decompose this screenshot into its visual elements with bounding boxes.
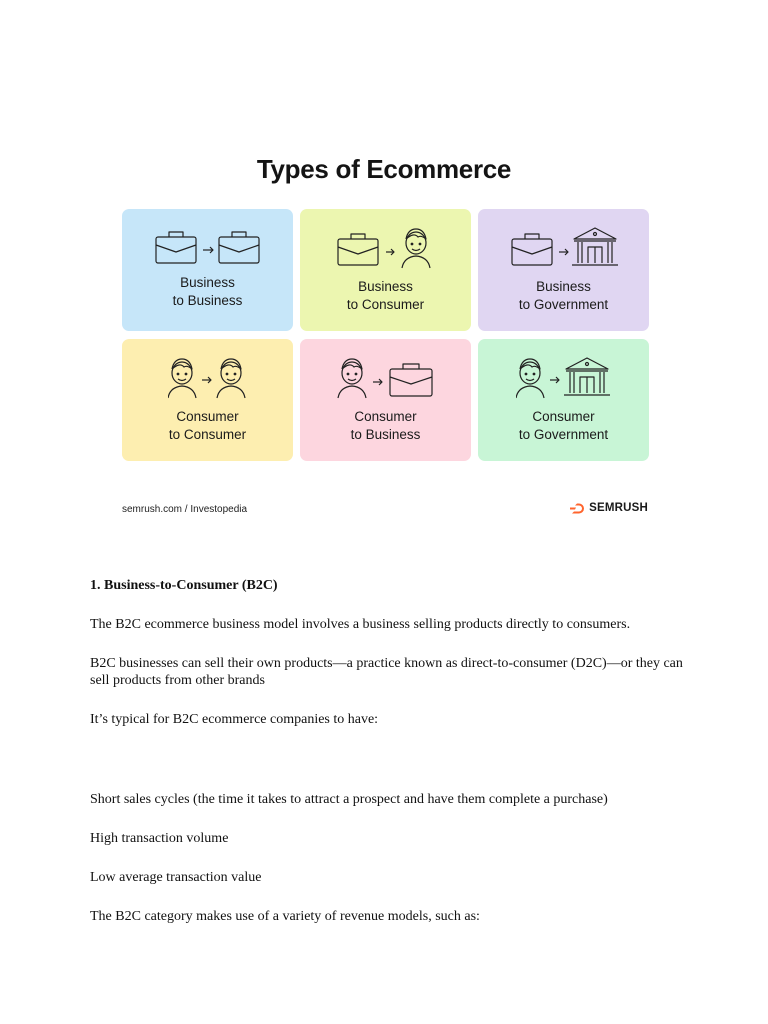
section-heading: 1. Business-to-Consumer (B2C) (90, 578, 278, 593)
card-label-line1: Business (358, 279, 413, 294)
card-consumer-to-consumer (122, 339, 293, 461)
card-label (347, 278, 424, 314)
infographic-title: Types of Ecommerce (256, 154, 512, 184)
card-label-line1: Consumer (176, 409, 239, 424)
person-to-person-icon (168, 355, 248, 399)
infographic-source: semrush.com / Investopedia (122, 504, 248, 515)
paragraph-revenue-models: The B2C category makes use of a variety of revenue models, such as: (90, 909, 480, 924)
person-to-government-building-icon (516, 355, 612, 399)
paragraph-b2c-definition: The B2C ecommerce business model involves a business selling products directly to consumers. (90, 617, 631, 632)
card-label-line2: to Consumer (168, 427, 247, 442)
semrush-flame-icon (570, 503, 586, 514)
list-item: High transaction volume (90, 831, 229, 846)
briefcase-to-person-icon (336, 225, 436, 269)
list-item: Low average transaction value (90, 870, 262, 885)
card-consumer-to-business (300, 339, 471, 461)
ecommerce-types-grid (122, 209, 649, 462)
card-label-line2: to Consumer (346, 297, 425, 312)
card-label (519, 408, 608, 444)
paragraph-typical: It’s typical for B2C ecommerce companies to have: (90, 712, 379, 727)
card-label-line1: Consumer (354, 409, 417, 424)
list-item: Short sales cycles (the time it takes to attract a prospect and have them complete a purchase) (90, 792, 608, 807)
card-label (351, 408, 421, 444)
types-of-ecommerce-infographic (108, 140, 660, 530)
card-label-line2: to Government (518, 427, 609, 442)
card-label-line2: to Business (172, 293, 243, 308)
briefcase-to-government-building-icon (509, 225, 619, 269)
card-label-line1: Business (536, 279, 591, 294)
brand-name: SEMRUSH (589, 502, 648, 514)
card-business-to-business (122, 209, 293, 331)
card-label (169, 408, 246, 444)
card-consumer-to-government (478, 339, 649, 461)
card-label-line2: to Business (350, 427, 421, 442)
card-label (519, 278, 608, 314)
briefcase-to-briefcase-icon (153, 225, 263, 265)
card-business-to-consumer (300, 209, 471, 331)
paragraph-d2c: B2C businesses can sell their own products—a practice known as direct-to-consumer (D2C)—or they can sell products from other brands (90, 656, 683, 688)
semrush-logo (570, 502, 648, 514)
card-label-line1: Business (180, 275, 235, 290)
card-label-line2: to Government (518, 297, 609, 312)
card-label (173, 274, 243, 310)
card-business-to-government (478, 209, 649, 331)
person-to-briefcase-icon (336, 355, 436, 399)
card-label-line1: Consumer (532, 409, 595, 424)
